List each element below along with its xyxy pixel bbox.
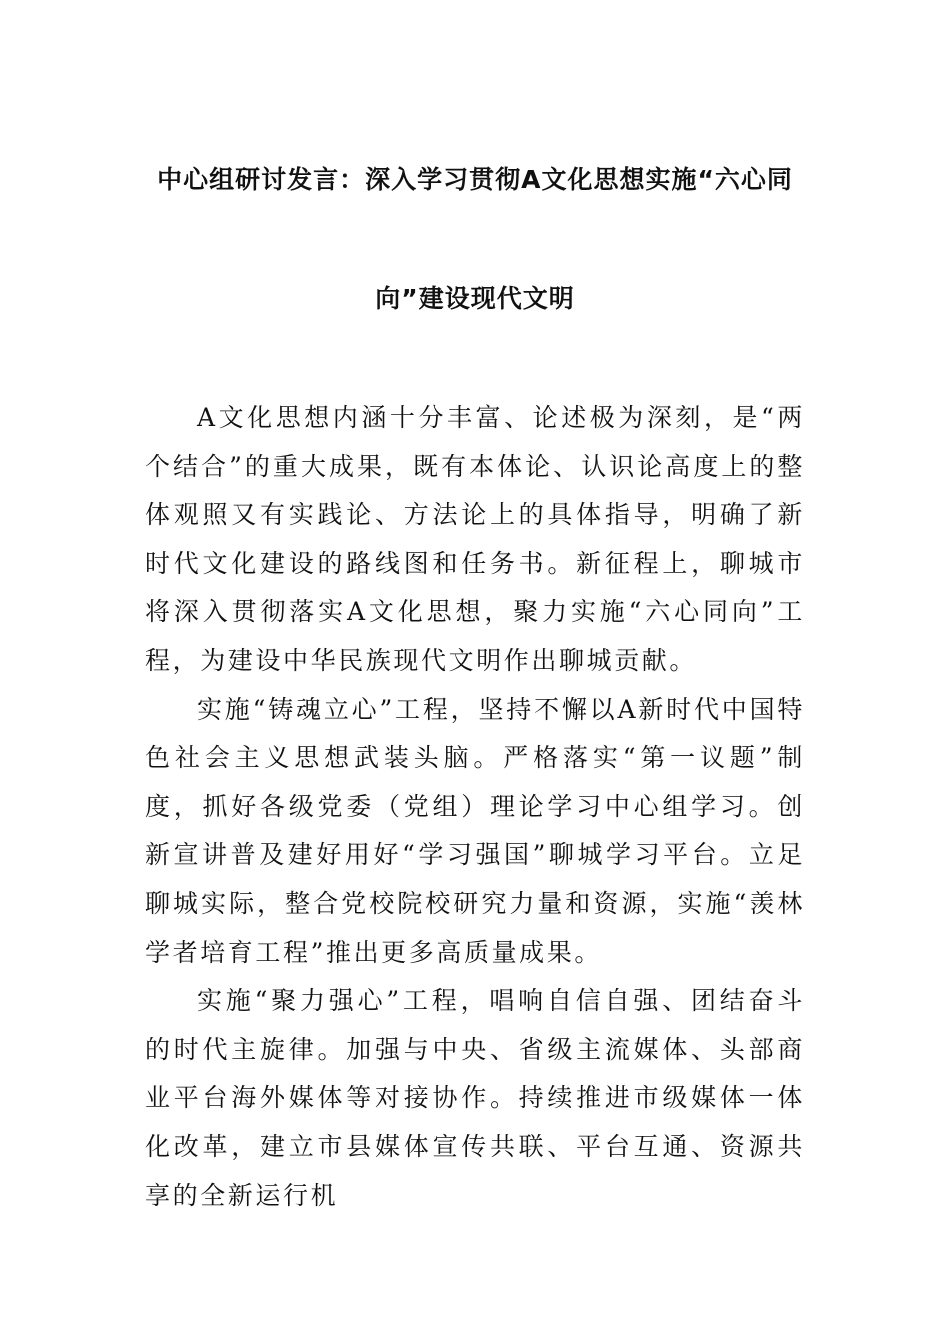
paragraph-juli-qiangxin: 实施“聚力强心”工程，唱响自信自强、团结奋斗的时代主旋律。加强与中央、省级主流媒体、头部商业平台海外媒体等对接协作。持续推进市级媒体一体化改革，建立市县媒体宣传共联、平台互通、资源共享的全新运行机: [145, 986, 805, 1210]
paragraph-zhuhun-lixin: 实施“铸魂立心”工程，坚持不懈以A新时代中国特色社会主义思想武装头脑。严格落实“第一议题”制度，抓好各级党委（党组）理论学习中心组学习。创新宣讲普及建好用好“学习强国”聊城学习平台。立足聊城实际，整合党校院校研究力量和资源，实施“羡林学者培育工程”推出更多高质量成果。: [145, 694, 805, 967]
document-title-line-1: 中心组研讨发言：深入学习贯彻A文化思想实施“六心同: [157, 165, 793, 194]
document-body: [145, 394, 805, 1220]
document-title-line-2: 向”建设现代文明: [375, 284, 575, 313]
paragraph-intro: A文化思想内涵十分丰富、论述极为深刻，是“两个结合”的重大成果，既有本体论、认识论高度上的整体观照又有实践论、方法论上的具体指导，明确了新时代文化建设的路线图和任务书。新征程上，聊城市将深入贯彻落实A文化思想，聚力实施“六心同向”工程，为建设中华民族现代文明作出聊城贡献。: [145, 403, 805, 675]
